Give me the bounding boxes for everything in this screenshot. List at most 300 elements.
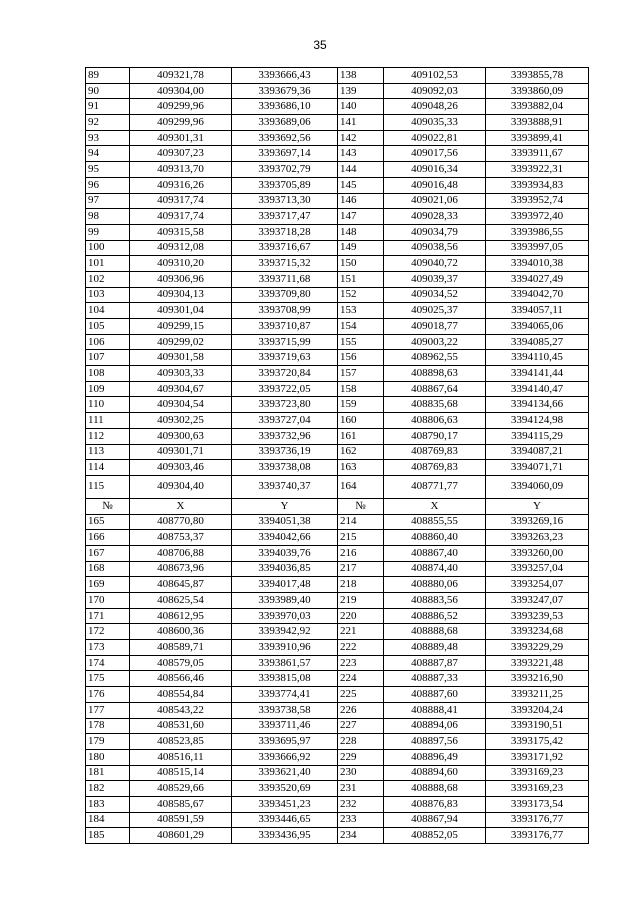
point-number-cell: 173 xyxy=(86,640,130,656)
point-number-cell: 214 xyxy=(338,514,384,530)
x-coordinate-cell: 408888,41 xyxy=(384,702,486,718)
point-number-cell: 92 xyxy=(86,115,130,131)
y-coordinate-cell: 3393686,10 xyxy=(232,99,338,115)
x-coordinate-cell: 409299,02 xyxy=(130,334,232,350)
y-coordinate-cell: 3393708,99 xyxy=(232,303,338,319)
table-row xyxy=(86,146,589,162)
x-coordinate-cell: 408888,68 xyxy=(384,781,486,797)
x-coordinate-cell: 409301,31 xyxy=(130,130,232,146)
y-coordinate-cell: 3393666,92 xyxy=(232,749,338,765)
x-coordinate-cell: 408516,11 xyxy=(130,749,232,765)
point-number-cell: 107 xyxy=(86,350,130,366)
table-row xyxy=(86,624,589,640)
x-coordinate-cell: 408874,40 xyxy=(384,561,486,577)
point-number-cell: 223 xyxy=(338,655,384,671)
header-number-2: № xyxy=(338,498,384,514)
x-coordinate-cell: 408889,48 xyxy=(384,640,486,656)
x-coordinate-cell: 409304,54 xyxy=(130,397,232,413)
x-coordinate-cell: 409313,70 xyxy=(130,162,232,178)
point-number-cell: 171 xyxy=(86,608,130,624)
y-coordinate-cell: 3393190,51 xyxy=(486,718,589,734)
y-coordinate-cell: 3393710,87 xyxy=(232,319,338,335)
x-coordinate-cell: 409035,33 xyxy=(384,115,486,131)
y-coordinate-cell: 3394141,44 xyxy=(486,366,589,382)
coordinates-block-2 xyxy=(86,514,589,843)
table-row xyxy=(86,350,589,366)
point-number-cell: 91 xyxy=(86,99,130,115)
x-coordinate-cell: 409316,26 xyxy=(130,177,232,193)
y-coordinate-cell: 3393221,48 xyxy=(486,655,589,671)
point-number-cell: 112 xyxy=(86,428,130,444)
x-coordinate-cell: 409299,96 xyxy=(130,99,232,115)
y-coordinate-cell: 3393169,23 xyxy=(486,781,589,797)
point-number-cell: 184 xyxy=(86,812,130,828)
point-number-cell: 99 xyxy=(86,224,130,240)
y-coordinate-cell: 3394071,71 xyxy=(486,460,589,476)
point-number-cell: 165 xyxy=(86,514,130,530)
y-coordinate-cell: 3393176,77 xyxy=(486,812,589,828)
point-number-cell: 147 xyxy=(338,209,384,225)
y-coordinate-cell: 3393972,40 xyxy=(486,209,589,225)
y-coordinate-cell: 3393952,74 xyxy=(486,193,589,209)
point-number-cell: 148 xyxy=(338,224,384,240)
x-coordinate-cell: 409300,63 xyxy=(130,428,232,444)
point-number-cell: 138 xyxy=(338,68,384,84)
table-row xyxy=(86,530,589,546)
table-row xyxy=(86,640,589,656)
point-number-cell: 228 xyxy=(338,734,384,750)
table-row xyxy=(86,240,589,256)
y-coordinate-cell: 3393723,80 xyxy=(232,397,338,413)
y-coordinate-cell: 3393934,83 xyxy=(486,177,589,193)
y-coordinate-cell: 3394017,48 xyxy=(232,577,338,593)
x-coordinate-cell: 409025,37 xyxy=(384,303,486,319)
x-coordinate-cell: 408855,55 xyxy=(384,514,486,530)
x-coordinate-cell: 408625,54 xyxy=(130,593,232,609)
point-number-cell: 185 xyxy=(86,828,130,844)
x-coordinate-cell: 408601,29 xyxy=(130,828,232,844)
point-number-cell: 164 xyxy=(338,475,384,498)
x-coordinate-cell: 408589,71 xyxy=(130,640,232,656)
y-coordinate-cell: 3393260,00 xyxy=(486,545,589,561)
y-coordinate-cell: 3393716,67 xyxy=(232,240,338,256)
point-number-cell: 143 xyxy=(338,146,384,162)
point-number-cell: 109 xyxy=(86,381,130,397)
y-coordinate-cell: 3393216,90 xyxy=(486,671,589,687)
table-row xyxy=(86,475,589,498)
y-coordinate-cell: 3393738,08 xyxy=(232,460,338,476)
point-number-cell: 94 xyxy=(86,146,130,162)
x-coordinate-cell: 409021,06 xyxy=(384,193,486,209)
y-coordinate-cell: 3393436,95 xyxy=(232,828,338,844)
point-number-cell: 100 xyxy=(86,240,130,256)
point-number-cell: 232 xyxy=(338,796,384,812)
x-coordinate-cell: 408612,95 xyxy=(130,608,232,624)
table-row xyxy=(86,319,589,335)
x-coordinate-cell: 409048,26 xyxy=(384,99,486,115)
point-number-cell: 172 xyxy=(86,624,130,640)
table-row xyxy=(86,828,589,844)
point-number-cell: 222 xyxy=(338,640,384,656)
y-coordinate-cell: 3394039,76 xyxy=(232,545,338,561)
y-coordinate-cell: 3393715,32 xyxy=(232,256,338,272)
x-coordinate-cell: 408566,46 xyxy=(130,671,232,687)
x-coordinate-cell: 408531,60 xyxy=(130,718,232,734)
table-row xyxy=(86,593,589,609)
x-coordinate-cell: 408867,64 xyxy=(384,381,486,397)
y-coordinate-cell: 3393173,54 xyxy=(486,796,589,812)
x-coordinate-cell: 409022,81 xyxy=(384,130,486,146)
table-row xyxy=(86,444,589,460)
table-row xyxy=(86,545,589,561)
table-row xyxy=(86,749,589,765)
y-coordinate-cell: 3394010,38 xyxy=(486,256,589,272)
y-coordinate-cell: 3393910,96 xyxy=(232,640,338,656)
y-coordinate-cell: 3393727,04 xyxy=(232,413,338,429)
y-coordinate-cell: 3393722,05 xyxy=(232,381,338,397)
point-number-cell: 160 xyxy=(338,413,384,429)
y-coordinate-cell: 3393861,57 xyxy=(232,655,338,671)
point-number-cell: 153 xyxy=(338,303,384,319)
point-number-cell: 167 xyxy=(86,545,130,561)
x-coordinate-cell: 408515,14 xyxy=(130,765,232,781)
point-number-cell: 106 xyxy=(86,334,130,350)
header-y-1: Y xyxy=(232,498,338,514)
point-number-cell: 219 xyxy=(338,593,384,609)
point-number-cell: 170 xyxy=(86,593,130,609)
point-number-cell: 110 xyxy=(86,397,130,413)
point-number-cell: 89 xyxy=(86,68,130,84)
y-coordinate-cell: 3393247,07 xyxy=(486,593,589,609)
y-coordinate-cell: 3394042,70 xyxy=(486,287,589,303)
point-number-cell: 182 xyxy=(86,781,130,797)
y-coordinate-cell: 3393257,04 xyxy=(486,561,589,577)
y-coordinate-cell: 3393970,03 xyxy=(232,608,338,624)
x-coordinate-cell: 408771,77 xyxy=(384,475,486,498)
table-row xyxy=(86,366,589,382)
point-number-cell: 98 xyxy=(86,209,130,225)
x-coordinate-cell: 409301,71 xyxy=(130,444,232,460)
point-number-cell: 108 xyxy=(86,366,130,382)
y-coordinate-cell: 3393204,24 xyxy=(486,702,589,718)
point-number-cell: 154 xyxy=(338,319,384,335)
x-coordinate-cell: 408887,33 xyxy=(384,671,486,687)
point-number-cell: 229 xyxy=(338,749,384,765)
x-coordinate-cell: 409038,56 xyxy=(384,240,486,256)
x-coordinate-cell: 408579,05 xyxy=(130,655,232,671)
x-coordinate-cell: 409317,74 xyxy=(130,193,232,209)
y-coordinate-cell: 3393997,05 xyxy=(486,240,589,256)
point-number-cell: 215 xyxy=(338,530,384,546)
x-coordinate-cell: 408753,37 xyxy=(130,530,232,546)
point-number-cell: 218 xyxy=(338,577,384,593)
x-coordinate-cell: 408887,87 xyxy=(384,655,486,671)
x-coordinate-cell: 408673,96 xyxy=(130,561,232,577)
table-row xyxy=(86,115,589,131)
y-coordinate-cell: 3393709,80 xyxy=(232,287,338,303)
point-number-cell: 95 xyxy=(86,162,130,178)
y-coordinate-cell: 3393732,96 xyxy=(232,428,338,444)
point-number-cell: 155 xyxy=(338,334,384,350)
y-coordinate-cell: 3393855,78 xyxy=(486,68,589,84)
point-number-cell: 179 xyxy=(86,734,130,750)
y-coordinate-cell: 3393986,55 xyxy=(486,224,589,240)
y-coordinate-cell: 3393738,58 xyxy=(232,702,338,718)
y-coordinate-cell: 3393666,43 xyxy=(232,68,338,84)
point-number-cell: 152 xyxy=(338,287,384,303)
header-x-2: X xyxy=(384,498,486,514)
point-number-cell: 105 xyxy=(86,319,130,335)
table-row xyxy=(86,162,589,178)
point-number-cell: 156 xyxy=(338,350,384,366)
x-coordinate-cell: 409304,67 xyxy=(130,381,232,397)
point-number-cell: 183 xyxy=(86,796,130,812)
table-row xyxy=(86,734,589,750)
point-number-cell: 103 xyxy=(86,287,130,303)
y-coordinate-cell: 3394115,29 xyxy=(486,428,589,444)
y-coordinate-cell: 3393695,97 xyxy=(232,734,338,750)
point-number-cell: 151 xyxy=(338,271,384,287)
x-coordinate-cell: 408962,55 xyxy=(384,350,486,366)
y-coordinate-cell: 3393229,29 xyxy=(486,640,589,656)
x-coordinate-cell: 408867,94 xyxy=(384,812,486,828)
point-number-cell: 180 xyxy=(86,749,130,765)
x-coordinate-cell: 409040,72 xyxy=(384,256,486,272)
y-coordinate-cell: 3393774,41 xyxy=(232,687,338,703)
x-coordinate-cell: 409310,20 xyxy=(130,256,232,272)
x-coordinate-cell: 408554,84 xyxy=(130,687,232,703)
point-number-cell: 220 xyxy=(338,608,384,624)
point-number-cell: 96 xyxy=(86,177,130,193)
y-coordinate-cell: 3393718,28 xyxy=(232,224,338,240)
coordinates-table xyxy=(85,67,589,844)
y-coordinate-cell: 3393711,46 xyxy=(232,718,338,734)
x-coordinate-cell: 408852,05 xyxy=(384,828,486,844)
x-coordinate-cell: 408770,80 xyxy=(130,514,232,530)
table-row xyxy=(86,718,589,734)
table-row xyxy=(86,334,589,350)
y-coordinate-cell: 3393451,23 xyxy=(232,796,338,812)
x-coordinate-cell: 408876,83 xyxy=(384,796,486,812)
point-number-cell: 101 xyxy=(86,256,130,272)
y-coordinate-cell: 3393679,36 xyxy=(232,83,338,99)
point-number-cell: 163 xyxy=(338,460,384,476)
table-row xyxy=(86,561,589,577)
x-coordinate-cell: 409018,77 xyxy=(384,319,486,335)
y-coordinate-cell: 3394060,09 xyxy=(486,475,589,498)
table-row xyxy=(86,514,589,530)
point-number-cell: 225 xyxy=(338,687,384,703)
point-number-cell: 162 xyxy=(338,444,384,460)
y-coordinate-cell: 3393736,19 xyxy=(232,444,338,460)
y-coordinate-cell: 3393446,65 xyxy=(232,812,338,828)
y-coordinate-cell: 3394085,27 xyxy=(486,334,589,350)
y-coordinate-cell: 3393860,09 xyxy=(486,83,589,99)
table-row xyxy=(86,303,589,319)
point-number-cell: 227 xyxy=(338,718,384,734)
y-coordinate-cell: 3393815,08 xyxy=(232,671,338,687)
x-coordinate-cell: 409304,13 xyxy=(130,287,232,303)
table-row xyxy=(86,83,589,99)
y-coordinate-cell: 3393899,41 xyxy=(486,130,589,146)
y-coordinate-cell: 3394036,85 xyxy=(232,561,338,577)
point-number-cell: 169 xyxy=(86,577,130,593)
table-row xyxy=(86,655,589,671)
y-coordinate-cell: 3393702,79 xyxy=(232,162,338,178)
y-coordinate-cell: 3393705,89 xyxy=(232,177,338,193)
x-coordinate-cell: 408790,17 xyxy=(384,428,486,444)
x-coordinate-cell: 408706,88 xyxy=(130,545,232,561)
table-row xyxy=(86,413,589,429)
x-coordinate-cell: 409304,00 xyxy=(130,83,232,99)
table-row xyxy=(86,271,589,287)
y-coordinate-cell: 3393715,99 xyxy=(232,334,338,350)
table-row xyxy=(86,812,589,828)
table-header-row xyxy=(86,498,589,514)
x-coordinate-cell: 408894,60 xyxy=(384,765,486,781)
y-coordinate-cell: 3393269,16 xyxy=(486,514,589,530)
y-coordinate-cell: 3393263,23 xyxy=(486,530,589,546)
y-coordinate-cell: 3393621,40 xyxy=(232,765,338,781)
point-number-cell: 224 xyxy=(338,671,384,687)
table-row xyxy=(86,671,589,687)
point-number-cell: 102 xyxy=(86,271,130,287)
x-coordinate-cell: 409299,15 xyxy=(130,319,232,335)
x-coordinate-cell: 408591,59 xyxy=(130,812,232,828)
point-number-cell: 104 xyxy=(86,303,130,319)
x-coordinate-cell: 408769,83 xyxy=(384,460,486,476)
y-coordinate-cell: 3394051,38 xyxy=(232,514,338,530)
x-coordinate-cell: 408543,22 xyxy=(130,702,232,718)
point-number-cell: 150 xyxy=(338,256,384,272)
x-coordinate-cell: 409003,22 xyxy=(384,334,486,350)
y-coordinate-cell: 3393520,69 xyxy=(232,781,338,797)
header-y-2: Y xyxy=(486,498,589,514)
point-number-cell: 111 xyxy=(86,413,130,429)
point-number-cell: 158 xyxy=(338,381,384,397)
x-coordinate-cell: 409092,03 xyxy=(384,83,486,99)
x-coordinate-cell: 409028,33 xyxy=(384,209,486,225)
y-coordinate-cell: 3393922,31 xyxy=(486,162,589,178)
table-row xyxy=(86,193,589,209)
table-row xyxy=(86,577,589,593)
x-coordinate-cell: 409016,34 xyxy=(384,162,486,178)
table-row xyxy=(86,687,589,703)
table-row xyxy=(86,428,589,444)
point-number-cell: 234 xyxy=(338,828,384,844)
x-coordinate-cell: 409299,96 xyxy=(130,115,232,131)
x-coordinate-cell: 409017,56 xyxy=(384,146,486,162)
table-row xyxy=(86,765,589,781)
y-coordinate-cell: 3394140,47 xyxy=(486,381,589,397)
point-number-cell: 230 xyxy=(338,765,384,781)
y-coordinate-cell: 3393689,06 xyxy=(232,115,338,131)
x-coordinate-cell: 409301,58 xyxy=(130,350,232,366)
x-coordinate-cell: 408888,68 xyxy=(384,624,486,640)
x-coordinate-cell: 409039,37 xyxy=(384,271,486,287)
x-coordinate-cell: 409315,58 xyxy=(130,224,232,240)
y-coordinate-cell: 3393720,84 xyxy=(232,366,338,382)
y-coordinate-cell: 3393989,40 xyxy=(232,593,338,609)
y-coordinate-cell: 3393171,92 xyxy=(486,749,589,765)
x-coordinate-cell: 408835,68 xyxy=(384,397,486,413)
y-coordinate-cell: 3393882,04 xyxy=(486,99,589,115)
coordinates-block-1 xyxy=(86,68,589,499)
y-coordinate-cell: 3393175,42 xyxy=(486,734,589,750)
x-coordinate-cell: 409317,74 xyxy=(130,209,232,225)
table-row xyxy=(86,460,589,476)
x-coordinate-cell: 408883,56 xyxy=(384,593,486,609)
point-number-cell: 181 xyxy=(86,765,130,781)
point-number-cell: 166 xyxy=(86,530,130,546)
point-number-cell: 144 xyxy=(338,162,384,178)
point-number-cell: 141 xyxy=(338,115,384,131)
y-coordinate-cell: 3393740,37 xyxy=(232,475,338,498)
table-row xyxy=(86,381,589,397)
y-coordinate-cell: 3393888,91 xyxy=(486,115,589,131)
y-coordinate-cell: 3393711,68 xyxy=(232,271,338,287)
y-coordinate-cell: 3394110,45 xyxy=(486,350,589,366)
table-row xyxy=(86,397,589,413)
point-number-cell: 145 xyxy=(338,177,384,193)
y-coordinate-cell: 3393254,07 xyxy=(486,577,589,593)
y-coordinate-cell: 3393717,47 xyxy=(232,209,338,225)
x-coordinate-cell: 408529,66 xyxy=(130,781,232,797)
x-coordinate-cell: 408894,06 xyxy=(384,718,486,734)
header-number-1: № xyxy=(86,498,130,514)
point-number-cell: 139 xyxy=(338,83,384,99)
y-coordinate-cell: 3393176,77 xyxy=(486,828,589,844)
point-number-cell: 90 xyxy=(86,83,130,99)
point-number-cell: 113 xyxy=(86,444,130,460)
table-row xyxy=(86,68,589,84)
x-coordinate-cell: 409303,33 xyxy=(130,366,232,382)
header-x-1: X xyxy=(130,498,232,514)
x-coordinate-cell: 409016,48 xyxy=(384,177,486,193)
y-coordinate-cell: 3393697,14 xyxy=(232,146,338,162)
x-coordinate-cell: 408867,40 xyxy=(384,545,486,561)
table-row xyxy=(86,287,589,303)
point-number-cell: 231 xyxy=(338,781,384,797)
point-number-cell: 175 xyxy=(86,671,130,687)
point-number-cell: 157 xyxy=(338,366,384,382)
y-coordinate-cell: 3393942,92 xyxy=(232,624,338,640)
y-coordinate-cell: 3393713,30 xyxy=(232,193,338,209)
point-number-cell: 93 xyxy=(86,130,130,146)
point-number-cell: 146 xyxy=(338,193,384,209)
point-number-cell: 142 xyxy=(338,130,384,146)
y-coordinate-cell: 3393169,23 xyxy=(486,765,589,781)
x-coordinate-cell: 409307,23 xyxy=(130,146,232,162)
x-coordinate-cell: 408806,63 xyxy=(384,413,486,429)
y-coordinate-cell: 3393239,53 xyxy=(486,608,589,624)
x-coordinate-cell: 409304,40 xyxy=(130,475,232,498)
point-number-cell: 221 xyxy=(338,624,384,640)
x-coordinate-cell: 409034,79 xyxy=(384,224,486,240)
point-number-cell: 140 xyxy=(338,99,384,115)
x-coordinate-cell: 409102,53 xyxy=(384,68,486,84)
x-coordinate-cell: 408600,36 xyxy=(130,624,232,640)
x-coordinate-cell: 408860,40 xyxy=(384,530,486,546)
table-row xyxy=(86,796,589,812)
point-number-cell: 217 xyxy=(338,561,384,577)
x-coordinate-cell: 408896,49 xyxy=(384,749,486,765)
x-coordinate-cell: 409321,78 xyxy=(130,68,232,84)
table-row xyxy=(86,781,589,797)
x-coordinate-cell: 409303,46 xyxy=(130,460,232,476)
y-coordinate-cell: 3394042,66 xyxy=(232,530,338,546)
y-coordinate-cell: 3393692,56 xyxy=(232,130,338,146)
